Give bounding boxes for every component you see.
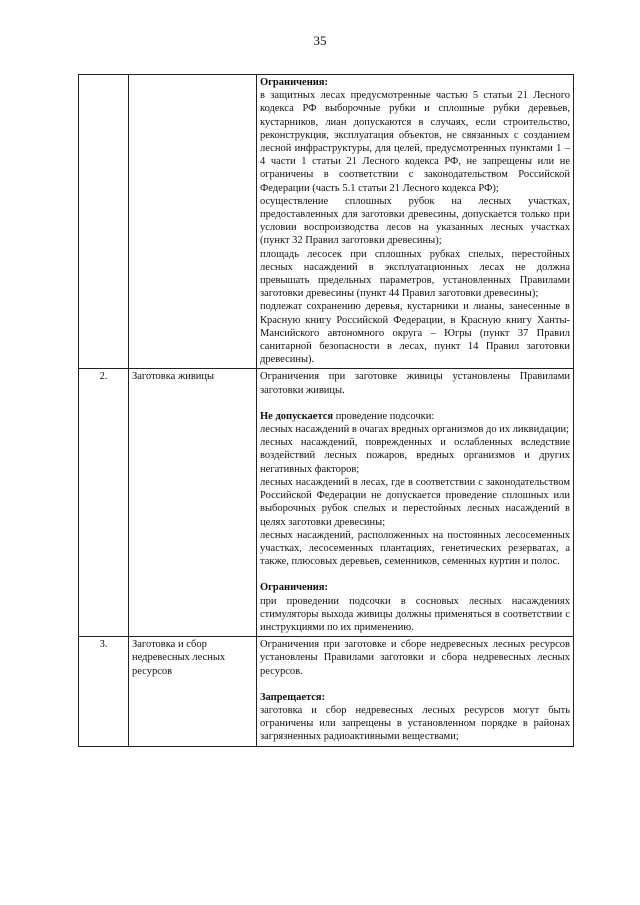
table-row bbox=[79, 75, 574, 369]
row-number: 2. bbox=[79, 369, 129, 637]
restriction-intro: Ограничения при заготовке и сборе недревесных лесных ресурсов установлены Правилами заготовки и сбора недревесных лесных ресурсов. bbox=[260, 639, 570, 677]
spacer bbox=[260, 568, 570, 581]
restriction-paragraph: лесных насаждений в очагах вредных организмов до их ликвидации; bbox=[260, 424, 570, 436]
restriction-paragraph: в защитных лесах предусмотренные частью 5 статьи 21 Лесного кодекса РФ выборочные рубки и сплошные рубки деревьев, кустарников, лиан допускаются в случаях, если строительство, реконструкция, эксплуатация объектов, не связанных с созданием лесной инфраструктуры, для целей, предусмотренных пунктами 1 – 4 части 1 статьи 21 Лесного кодекса РФ, не запрещены или не ограничены в соответствии с законодательством Российской Федерации (часть 5.1 статьи 21 Лесного кодекса РФ); bbox=[260, 90, 570, 194]
row-number bbox=[79, 75, 129, 369]
activity-name bbox=[129, 75, 257, 369]
prohibition-line bbox=[260, 410, 570, 423]
restriction-paragraph: осуществление сплошных рубок на лесных участках, предоставленных для заготовки древесины, допускается только при условии воспроизводства лесов на указанных лесных участках (пункт 32 Правил заготовки древесины); bbox=[260, 195, 570, 247]
restrictions-heading: Ограничения: bbox=[260, 582, 328, 594]
regulations-table bbox=[78, 74, 574, 747]
page-number: 35 bbox=[313, 33, 327, 48]
restriction-paragraph: лесных насаждений, расположенных на постоянных лесосеменных участках, лесосеменных плантациях, генетических резерватах, а также, плюсовых деревьев, семенников, семенных куртин и полос. bbox=[260, 529, 570, 568]
prohibition-rest: проведение подсочки: bbox=[333, 410, 435, 422]
spacer bbox=[260, 397, 570, 410]
prohibition-bold: Не допускается bbox=[260, 410, 334, 422]
activity-name: Заготовка и сбор недревесных лесных ресурсов bbox=[129, 637, 257, 746]
restrictions-cell bbox=[257, 369, 574, 637]
restriction-intro: Ограничения при заготовке живицы установлены Правилами заготовки живицы. bbox=[260, 371, 570, 396]
table-row bbox=[79, 369, 574, 637]
row-number: 3. bbox=[79, 637, 129, 746]
spacer bbox=[260, 678, 570, 691]
restrictions-cell bbox=[257, 75, 574, 369]
prohibitions-heading: Запрещается: bbox=[260, 691, 326, 703]
restriction-paragraph: заготовка и сбор недревесных лесных ресурсов могут быть ограничены или запрещены в установленном порядке в районах загрязненных радиоактивными веществами; bbox=[260, 704, 570, 743]
activity-name: Заготовка живицы bbox=[129, 369, 257, 637]
restriction-paragraph: лесных насаждений в лесах, где в соответствии с законодательством Российской Федерации не допускается проведение сплошных или выборочных рубок спелых и перестойных лесных насаждений в целях заготовки древесины; bbox=[260, 476, 570, 528]
restriction-paragraph: площадь лесосек при сплошных рубках спелых, перестойных лесных насаждений в эксплуатационных лесах не должна превышать предельных параметров, установленных Правилами заготовки древесины (пункт 44 Правил заготовки древесины); bbox=[260, 248, 570, 300]
table-row bbox=[79, 637, 574, 746]
restriction-paragraph: лесных насаждений, поврежденных и ослабленных вследствие воздействий лесных пожаров, вредных организмов и других негативных факторов; bbox=[260, 437, 570, 475]
restriction-paragraph: при проведении подсочки в сосновых лесных насаждениях стимуляторы выхода живицы должны применяться в соответствии с инструкциями по их применению. bbox=[260, 595, 570, 633]
restriction-paragraph: подлежат сохранению деревья, кустарники и лианы, занесенные в Красную книгу Российской Федерации, в Красную книгу Ханты-Мансийского автономного округа – Югры (пункт 37 Правил санитарной безопасности в лесах, пункт 14 Правил заготовки древесины). bbox=[260, 301, 570, 366]
restrictions-heading: Ограничения: bbox=[260, 77, 328, 88]
restrictions-cell bbox=[257, 637, 574, 746]
